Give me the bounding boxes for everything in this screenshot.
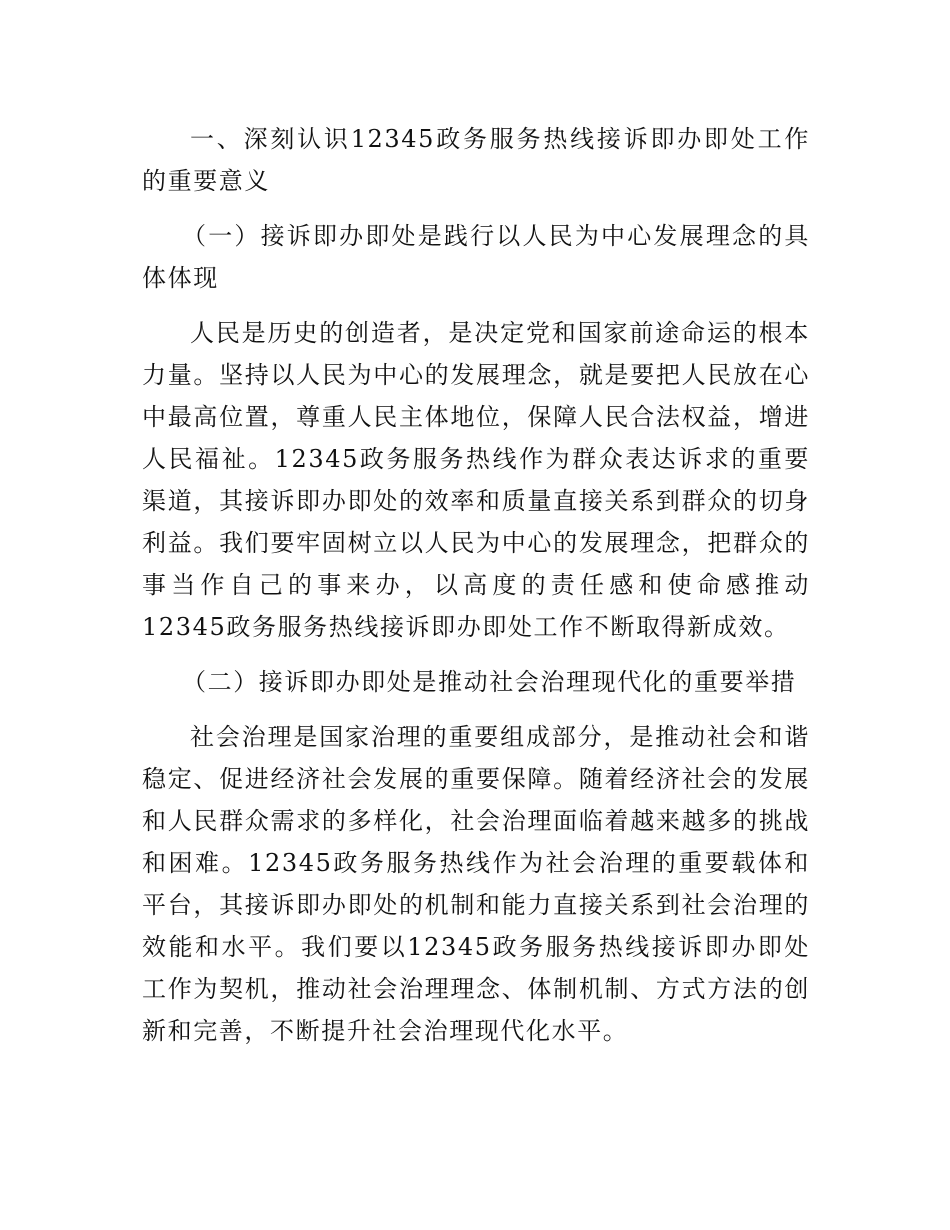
subsection-heading-2: （二）接诉即办即处是推动社会治理现代化的重要举措 <box>182 668 797 696</box>
body-paragraph-1: 人民是历史的创造者，是决定党和国家前途命运的根本力量。坚持以人民为中心的发展理念，就是要把人民放在心中最高位置，尊重人民主体地位，保障人民合法权益，增进人民福祉。12345政务服务热线作为群众表达诉求的重要渠道，其接诉即办即处的效率和质量直接关系到群众的切身利益。我们要牢固树立以人民为中心的发展理念，把群众的事当作自己的事来办，以高度的责任感和使命感推动12345政务服务热线接诉即办即处工作不断取得新成效。 <box>142 319 810 641</box>
document-body <box>142 118 810 1065</box>
body-paragraph-2: 社会治理是国家治理的重要组成部分，是推动社会和谐稳定、促进经济社会发展的重要保障。随着经济社会的发展和人民群众需求的多样化，社会治理面临着越来越多的挑战和困难。12345政务服务热线作为社会治理的重要载体和平台，其接诉即办即处的机制和能力直接关系到社会治理的效能和水平。我们要以12345政务服务热线接诉即办即处工作为契机，推动社会治理理念、体制机制、方式方法的创新和完善，不断提升社会治理现代化水平。 <box>142 723 810 1045</box>
subsection-heading-1: （一）接诉即办即处是践行以人民为中心发展理念的具体体现 <box>142 222 810 292</box>
section-heading: 一、深刻认识12345政务服务热线接诉即办即处工作的重要意义 <box>142 125 810 195</box>
